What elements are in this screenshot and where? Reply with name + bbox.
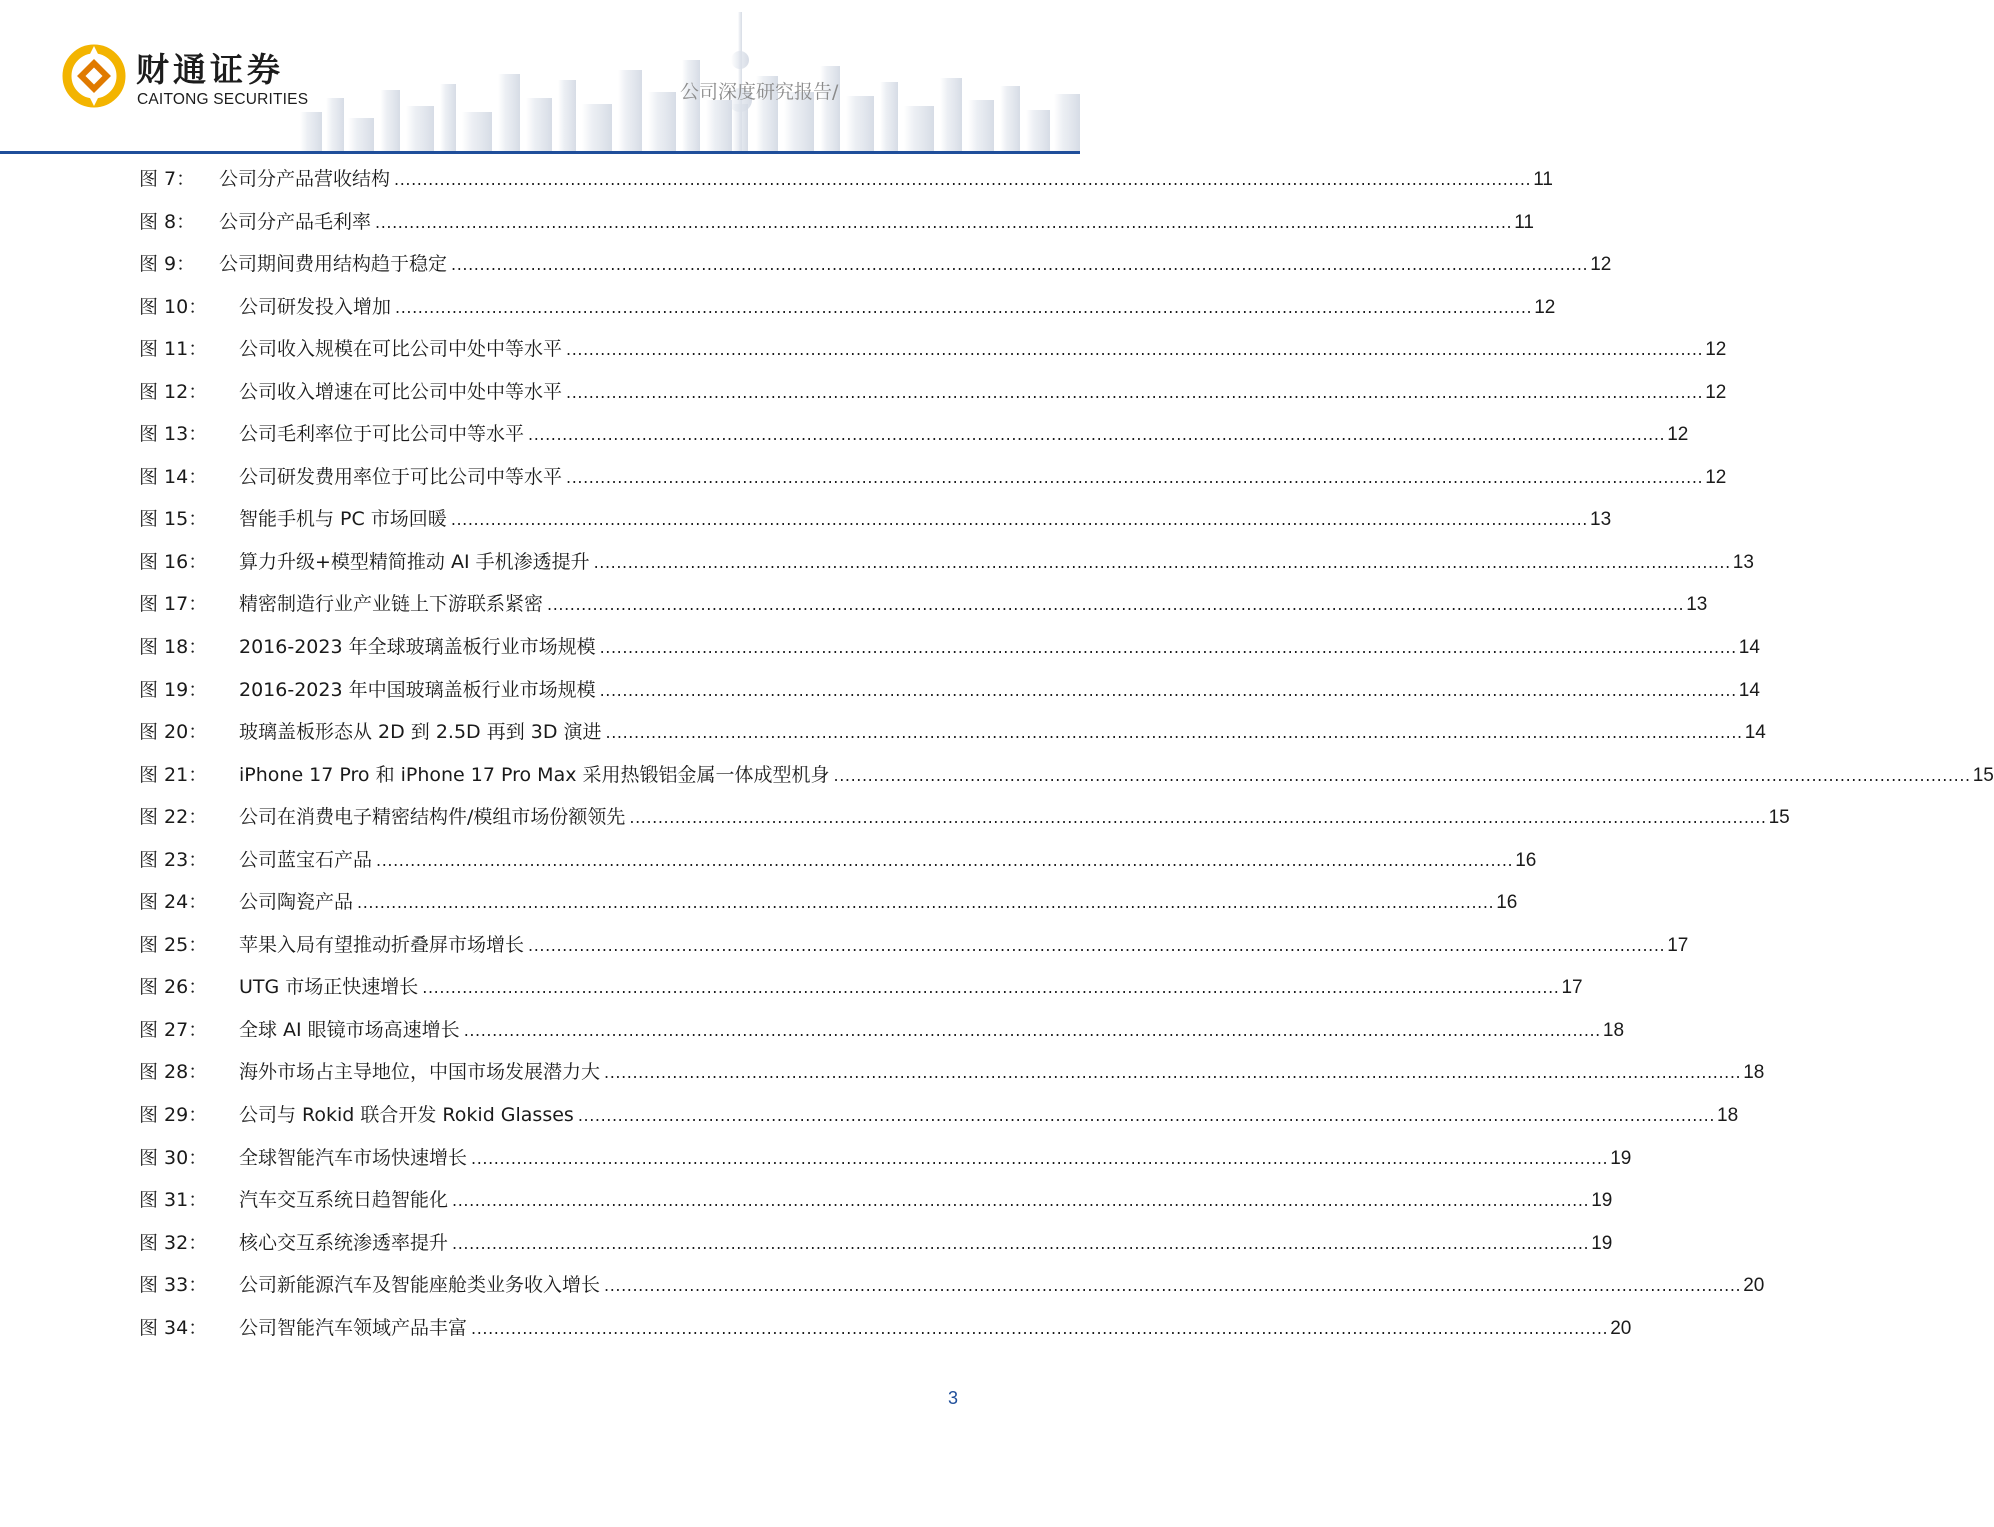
toc-dot-leader <box>452 1180 1589 1223</box>
toc-figure-title: 公司分产品营收结构 <box>219 168 391 190</box>
toc-page-number: 12 <box>1705 339 1727 361</box>
toc-page-number: 16 <box>1496 892 1518 914</box>
toc-dot-leader <box>566 372 1703 415</box>
toc-entry[interactable] <box>139 669 1760 712</box>
toc-entry[interactable] <box>139 711 1766 754</box>
toc-figure-number: 图 33： <box>139 1274 208 1297</box>
toc-figure-number: 图 14： <box>139 465 208 488</box>
toc-figure-title: 公司智能汽车领域产品丰富 <box>239 1316 468 1339</box>
toc-dot-leader <box>604 1052 1741 1095</box>
toc-figure-number: 图 25： <box>139 933 208 956</box>
toc-dot-leader <box>375 202 1512 245</box>
toc-dot-leader <box>528 414 1665 457</box>
toc-figure-number: 图 32： <box>139 1231 208 1254</box>
toc-entry[interactable] <box>139 754 1994 797</box>
toc-entry[interactable] <box>139 328 1727 371</box>
toc-entry[interactable] <box>139 158 1553 201</box>
toc-page-number: 12 <box>1534 296 1556 318</box>
toc-figure-title: 公司收入规模在可比公司中处中等水平 <box>239 338 563 361</box>
toc-figure-title: 公司分产品毛利率 <box>219 210 372 233</box>
toc-figure-title: 全球 AI 眼镜市场高速增长 <box>239 1018 460 1041</box>
toc-page-number: 11 <box>1514 211 1534 233</box>
toc-figure-title: iPhone 17 Pro 和 iPhone 17 Pro Max 采用热锻铝金属一体成型机身 <box>239 763 830 786</box>
toc-figure-title: 核心交互系统渗透率提升 <box>239 1231 449 1254</box>
toc-figure-title: 2016-2023 年中国玻璃盖板行业市场规模 <box>239 678 596 701</box>
toc-figure-number: 图 23： <box>139 848 208 871</box>
toc-figure-title: 公司期间费用结构趋于稳定 <box>219 253 448 276</box>
toc-entry[interactable] <box>139 201 1534 244</box>
page-header <box>0 0 1080 156</box>
caitong-logo-icon <box>62 44 126 108</box>
toc-entry[interactable] <box>139 966 1583 1009</box>
toc-figure-title: 公司收入增速在可比公司中处中等水平 <box>239 380 563 403</box>
toc-dot-leader <box>395 287 1532 330</box>
toc-page-number: 14 <box>1738 679 1760 701</box>
toc-page-number: 18 <box>1602 1019 1625 1041</box>
toc-figure-number: 图 29： <box>139 1104 208 1127</box>
toc-entry[interactable] <box>139 626 1760 669</box>
toc-entry[interactable] <box>139 371 1727 414</box>
toc-figure-number: 图 7： <box>139 168 196 190</box>
city-skyline-decoration <box>300 0 1080 152</box>
toc-figure-number: 图 24： <box>139 891 208 914</box>
toc-figure-number: 图 19： <box>139 678 208 701</box>
toc-figure-title: 汽车交互系统日趋智能化 <box>239 1189 449 1212</box>
toc-figure-number: 图 27： <box>139 1018 208 1041</box>
toc-dot-leader <box>394 159 1531 202</box>
toc-page-number: 15 <box>1972 764 1994 786</box>
toc-figure-number: 图 31： <box>139 1189 208 1212</box>
toc-figure-number: 图 9： <box>139 253 196 276</box>
toc-entry[interactable] <box>139 583 1708 626</box>
toc-dot-leader <box>600 670 1737 713</box>
toc-dot-leader <box>629 797 1766 840</box>
toc-figure-number: 图 10： <box>139 295 208 318</box>
toc-figure-number: 图 17： <box>139 593 208 616</box>
toc-figure-number: 图 34： <box>139 1316 208 1339</box>
toc-dot-leader <box>547 584 1684 627</box>
toc-page-number: 13 <box>1686 594 1708 616</box>
toc-entry[interactable] <box>139 541 1754 584</box>
toc-figure-number: 图 22： <box>139 806 208 829</box>
toc-figure-title: 智能手机与 PC 市场回暖 <box>239 508 447 531</box>
toc-entry[interactable] <box>139 498 1612 541</box>
toc-dot-leader <box>452 1223 1589 1266</box>
toc-dot-leader <box>471 1308 1608 1351</box>
toc-figure-title: 精密制造行业产业链上下游联系紧密 <box>239 593 544 616</box>
toc-entry[interactable] <box>139 1307 1632 1350</box>
toc-figure-number: 图 13： <box>139 423 208 446</box>
toc-figure-title: UTG 市场正快速增长 <box>239 976 419 999</box>
toc-figure-title: 公司研发费用率位于可比公司中等水平 <box>239 465 563 488</box>
toc-page-number: 18 <box>1743 1062 1765 1084</box>
toc-entry[interactable] <box>139 243 1612 286</box>
toc-page-number: 16 <box>1515 849 1537 871</box>
toc-dot-leader <box>451 499 1588 542</box>
toc-entry[interactable] <box>139 1264 1765 1307</box>
toc-page-number: 17 <box>1667 934 1689 956</box>
toc-dot-leader <box>578 1095 1715 1138</box>
toc-figure-title: 公司毛利率位于可比公司中等水平 <box>239 423 525 446</box>
toc-figure-number: 图 11： <box>139 338 208 361</box>
toc-figure-number: 图 12： <box>139 380 208 403</box>
toc-page-number: 11 <box>1533 169 1553 190</box>
toc-entry[interactable] <box>139 839 1537 882</box>
toc-figure-number: 图 20： <box>139 721 208 744</box>
toc-entry[interactable] <box>139 1094 1739 1137</box>
toc-dot-leader <box>471 1138 1608 1181</box>
toc-figure-title: 公司在消费电子精密结构件/模组市场份额领先 <box>239 806 626 829</box>
toc-dot-leader <box>528 925 1665 968</box>
toc-figure-title: 玻璃盖板形态从 2D 到 2.5D 再到 3D 演进 <box>239 721 602 744</box>
toc-dot-leader <box>566 457 1703 500</box>
toc-page-number: 12 <box>1705 466 1727 488</box>
toc-dot-leader <box>834 755 1971 798</box>
toc-page-number: 20 <box>1743 1275 1765 1297</box>
header-divider <box>0 151 1080 154</box>
toc-page-number: 20 <box>1610 1317 1632 1339</box>
toc-figure-title: 海外市场占主导地位，中国市场发展潜力大 <box>239 1061 601 1084</box>
toc-dot-leader <box>357 882 1494 925</box>
toc-entry[interactable] <box>139 796 1790 839</box>
toc-page-number: 17 <box>1561 977 1583 999</box>
toc-dot-leader <box>566 329 1703 372</box>
toc-entry[interactable] <box>139 1051 1765 1094</box>
toc-page-number: 13 <box>1732 551 1754 573</box>
toc-page-number: 19 <box>1610 1147 1632 1169</box>
toc-figure-title: 公司研发投入增加 <box>239 295 392 318</box>
toc-figure-number: 图 26： <box>139 976 208 999</box>
toc-figure-title: 公司新能源汽车及智能座舱类业务收入增长 <box>239 1274 601 1297</box>
toc-dot-leader <box>464 1010 1601 1053</box>
toc-entry[interactable] <box>139 1222 1613 1265</box>
toc-page-number: 15 <box>1768 807 1790 829</box>
toc-dot-leader <box>594 542 1731 585</box>
brand-name-cn: 财通证券 <box>136 50 284 89</box>
toc-figure-number: 图 30： <box>139 1146 208 1169</box>
toc-page-number: 13 <box>1590 509 1612 531</box>
toc-dot-leader <box>451 244 1588 287</box>
toc-figure-title: 2016-2023 年全球玻璃盖板行业市场规模 <box>239 636 596 659</box>
toc-entry[interactable] <box>139 1137 1632 1180</box>
toc-figure-title: 公司蓝宝石产品 <box>239 848 373 871</box>
toc-figure-number: 图 8： <box>139 210 196 233</box>
toc-entry[interactable] <box>139 456 1727 499</box>
toc-dot-leader <box>422 967 1559 1010</box>
toc-entry[interactable] <box>139 1009 1625 1052</box>
toc-page-number: 18 <box>1717 1105 1739 1127</box>
brand-name-en: CAITONG SECURITIES <box>137 91 309 108</box>
toc-figure-number: 图 28： <box>139 1061 208 1084</box>
toc-page-number: 19 <box>1591 1190 1613 1212</box>
toc-page-number: 12 <box>1590 254 1612 276</box>
toc-page-number: 12 <box>1705 381 1727 403</box>
toc-figure-title: 苹果入局有望推动折叠屏市场增长 <box>239 933 525 956</box>
toc-page-number: 14 <box>1744 722 1766 744</box>
toc-entry[interactable] <box>139 881 1518 924</box>
toc-entry[interactable] <box>139 286 1556 329</box>
toc-entry[interactable] <box>139 1179 1613 1222</box>
toc-page-number: 19 <box>1591 1232 1613 1254</box>
toc-dot-leader <box>604 1265 1741 1308</box>
toc-dot-leader <box>376 840 1513 883</box>
toc-figure-number: 图 16： <box>139 550 208 573</box>
toc-entry[interactable] <box>139 413 1689 456</box>
toc-figure-number: 图 15： <box>139 508 208 531</box>
toc-dot-leader <box>606 712 1743 755</box>
toc-figure-title: 公司与 Rokid 联合开发 Rokid Glasses <box>239 1104 574 1127</box>
toc-page-number: 14 <box>1738 637 1760 659</box>
toc-figure-title: 全球智能汽车市场快速增长 <box>239 1146 468 1169</box>
toc-figure-title: 公司陶瓷产品 <box>239 891 354 914</box>
toc-figure-number: 图 21： <box>139 763 208 786</box>
page-number: 3 <box>948 1388 959 1408</box>
toc-figure-title: 算力升级+模型精简推动 AI 手机渗透提升 <box>239 550 590 573</box>
figure-index-list <box>139 158 1994 1349</box>
report-type-label: 公司深度研究报告/ <box>680 81 839 103</box>
toc-dot-leader <box>600 627 1737 670</box>
toc-entry[interactable] <box>139 924 1689 967</box>
toc-page-number: 12 <box>1667 424 1689 446</box>
toc-figure-number: 图 18： <box>139 636 208 659</box>
